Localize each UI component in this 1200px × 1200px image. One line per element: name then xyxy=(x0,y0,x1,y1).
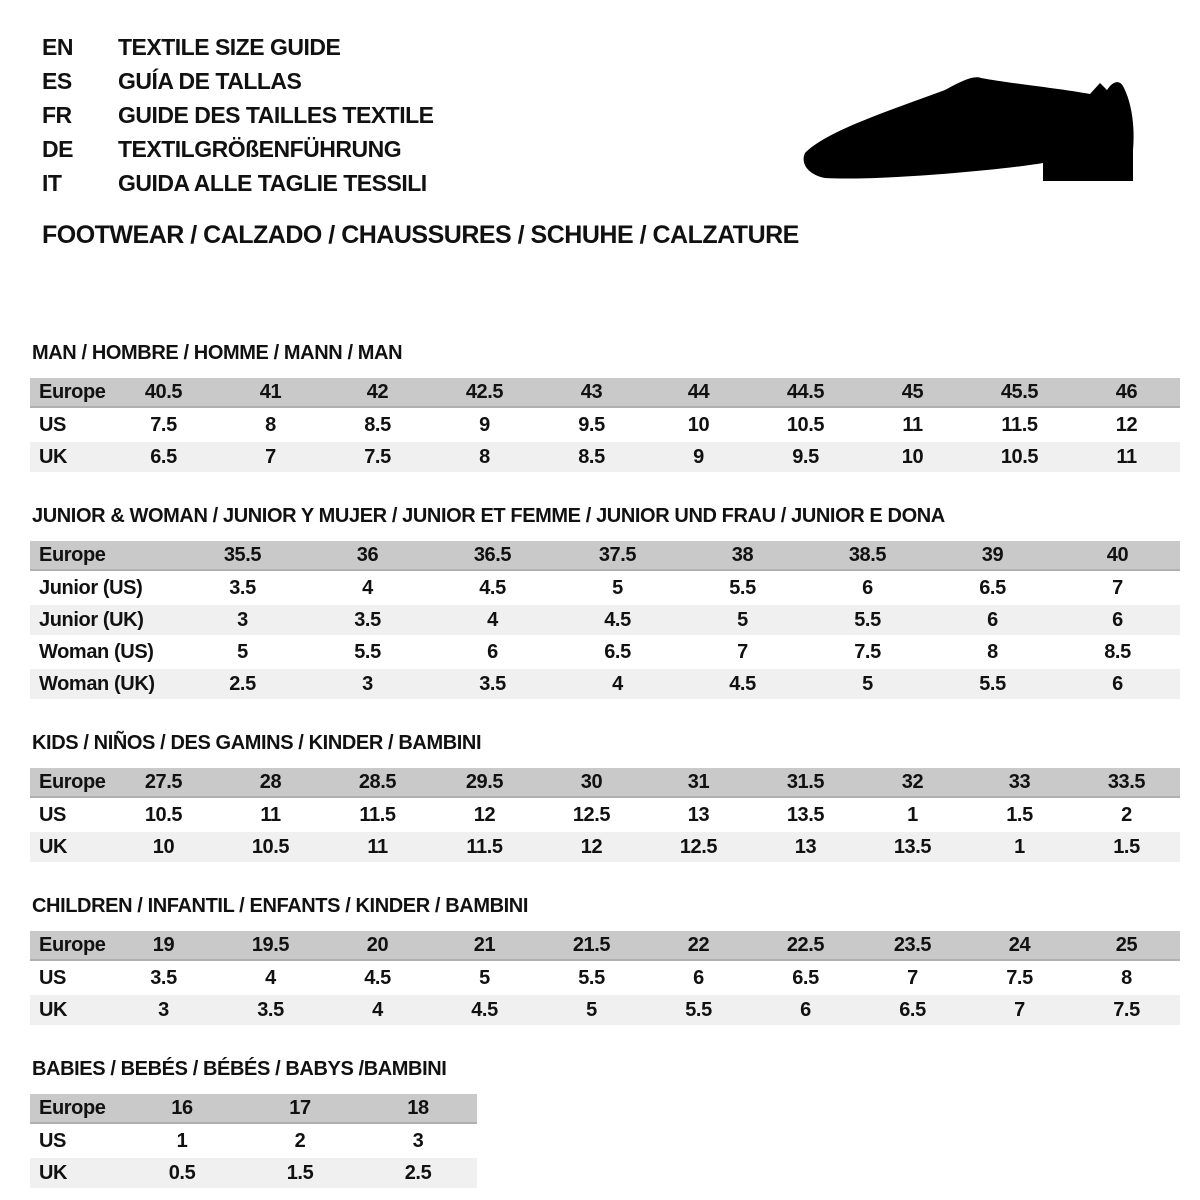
babies-size-table xyxy=(30,1092,477,1190)
size-cell: 38 xyxy=(680,541,805,571)
size-cell: 5 xyxy=(479,966,490,989)
size-cell: 4.5 xyxy=(431,995,538,1025)
size-cell: 6 xyxy=(862,576,873,599)
size-cell: 1 xyxy=(966,832,1073,862)
size-cell: 45 xyxy=(859,378,966,408)
size-cell: 13.5 xyxy=(859,832,966,862)
size-cell: 19 xyxy=(110,931,217,961)
size-cell: 6 xyxy=(752,995,859,1025)
size-cell: 11 xyxy=(260,803,281,826)
language-row xyxy=(42,98,434,132)
size-cell: 7.5 xyxy=(324,442,431,472)
language-code: ES xyxy=(42,67,72,94)
size-cell: 38.5 xyxy=(805,541,930,571)
row-label: Europe xyxy=(30,378,110,408)
size-cell: 22.5 xyxy=(752,931,859,961)
size-cell: 4.5 xyxy=(364,966,391,989)
size-cell: 10 xyxy=(687,413,710,436)
size-cell: 39 xyxy=(930,541,1055,571)
size-cell: 40.5 xyxy=(110,378,217,408)
size-cell: 6 xyxy=(487,640,498,663)
size-cell: 32 xyxy=(859,768,966,798)
section-title-babies: BABIES / BEBÉS / BÉBÉS / BABYS /BAMBINI xyxy=(32,1058,447,1080)
table-row xyxy=(30,931,1180,961)
section-title-children: CHILDREN / INFANTIL / ENFANTS / KINDER / BAMBINI xyxy=(32,895,528,917)
size-cell: 6 xyxy=(1055,605,1180,635)
size-cell: 1.5 xyxy=(1006,803,1033,826)
language-code: EN xyxy=(42,33,73,60)
size-cell: 5.5 xyxy=(578,966,605,989)
size-cell: 2 xyxy=(294,1129,306,1152)
size-cell: 13 xyxy=(752,832,859,862)
size-cell: 44 xyxy=(645,378,752,408)
row-label: US xyxy=(39,413,66,436)
size-cell: 4.5 xyxy=(555,605,680,635)
size-cell: 5.5 xyxy=(805,605,930,635)
size-cell: 10.5 xyxy=(786,413,825,436)
size-cell: 4.5 xyxy=(680,669,805,699)
size-cell: 4 xyxy=(555,669,680,699)
language-row xyxy=(42,30,434,64)
table-row xyxy=(30,378,1180,408)
size-cell: 5 xyxy=(612,576,623,599)
size-tables xyxy=(30,342,1180,1190)
size-cell: 6.5 xyxy=(110,442,217,472)
size-cell: 12 xyxy=(538,832,645,862)
size-cell: 3.5 xyxy=(229,576,256,599)
section-man xyxy=(30,342,1180,474)
size-cell: 28 xyxy=(217,768,324,798)
size-cell: 1.5 xyxy=(1073,832,1180,862)
size-cell: 1.5 xyxy=(241,1158,359,1188)
size-cell: 28.5 xyxy=(324,768,431,798)
size-cell: 10.5 xyxy=(966,442,1073,472)
language-title-list xyxy=(42,30,434,200)
size-cell: 6 xyxy=(930,605,1055,635)
size-cell: 42.5 xyxy=(431,378,538,408)
size-cell: 3.5 xyxy=(150,966,177,989)
section-junior-woman xyxy=(30,505,1180,701)
size-cell: 5 xyxy=(805,669,930,699)
size-cell: 6.5 xyxy=(792,966,819,989)
row-label: US xyxy=(39,1129,66,1152)
size-cell: 35.5 xyxy=(180,541,305,571)
size-cell: 12 xyxy=(1115,413,1138,436)
language-row xyxy=(42,132,434,166)
section-title-kids: KIDS / NIÑOS / DES GAMINS / KINDER / BAMBINI xyxy=(32,732,482,754)
size-cell: 5 xyxy=(538,995,645,1025)
size-cell: 8 xyxy=(1121,966,1132,989)
row-label: UK xyxy=(30,832,110,862)
table-row xyxy=(30,637,1180,667)
language-title: GUIDE DES TAILLES TEXTILE xyxy=(118,101,434,128)
language-code: FR xyxy=(42,101,72,128)
size-cell: 3 xyxy=(180,605,305,635)
row-label: Woman (UK) xyxy=(30,669,180,699)
language-row xyxy=(42,166,434,200)
row-label: Europe xyxy=(30,768,110,798)
size-cell: 12.5 xyxy=(645,832,752,862)
size-cell: 6 xyxy=(693,966,704,989)
size-cell: 5 xyxy=(237,640,248,663)
size-cell: 22 xyxy=(645,931,752,961)
size-cell: 2 xyxy=(1121,803,1132,826)
language-code: IT xyxy=(42,169,62,196)
size-cell: 30 xyxy=(538,768,645,798)
table-row xyxy=(30,1094,477,1124)
language-title: TEXTILGRÖßENFÜHRUNG xyxy=(118,135,402,162)
man-size-table xyxy=(30,376,1180,474)
size-cell: 8 xyxy=(987,640,998,663)
size-cell: 11.5 xyxy=(431,832,538,862)
table-row xyxy=(30,963,1180,993)
size-cell: 11 xyxy=(1073,442,1180,472)
size-cell: 42 xyxy=(324,378,431,408)
size-cell: 9.5 xyxy=(752,442,859,472)
size-cell: 10.5 xyxy=(144,803,183,826)
size-cell: 7 xyxy=(907,966,918,989)
size-cell: 4 xyxy=(362,576,373,599)
size-cell: 1 xyxy=(907,803,918,826)
size-cell: 3.5 xyxy=(430,669,555,699)
row-label: US xyxy=(39,803,66,826)
section-title-man: MAN / HOMBRE / HOMME / MANN / MAN xyxy=(32,342,403,364)
table-row xyxy=(30,832,1180,862)
size-cell: 36.5 xyxy=(430,541,555,571)
language-title: TEXTILE SIZE GUIDE xyxy=(118,33,341,60)
size-cell: 10 xyxy=(110,832,217,862)
section-title-junior-woman: JUNIOR & WOMAN / JUNIOR Y MUJER / JUNIOR ET FEMME / JUNIOR UND FRAU / JUNIOR E DONA xyxy=(32,505,945,527)
size-cell: 3 xyxy=(110,995,217,1025)
language-row xyxy=(42,64,434,98)
size-cell: 8 xyxy=(265,413,276,436)
size-cell: 19.5 xyxy=(217,931,324,961)
size-cell: 25 xyxy=(1073,931,1180,961)
size-cell: 7 xyxy=(737,640,748,663)
size-cell: 2.5 xyxy=(180,669,305,699)
size-cell: 24 xyxy=(966,931,1073,961)
size-cell: 40 xyxy=(1055,541,1180,571)
size-cell: 5.5 xyxy=(930,669,1055,699)
table-row xyxy=(30,442,1180,472)
table-row xyxy=(30,410,1180,440)
table-row xyxy=(30,573,1180,603)
size-cell: 37.5 xyxy=(555,541,680,571)
size-cell: 12 xyxy=(473,803,496,826)
size-cell: 23.5 xyxy=(859,931,966,961)
size-cell: 17 xyxy=(241,1094,359,1124)
size-cell: 8.5 xyxy=(364,413,391,436)
size-cell: 13 xyxy=(687,803,710,826)
size-cell: 6.5 xyxy=(859,995,966,1025)
size-cell: 31.5 xyxy=(752,768,859,798)
size-cell: 45.5 xyxy=(966,378,1073,408)
table-row xyxy=(30,768,1180,798)
size-cell: 44.5 xyxy=(752,378,859,408)
size-cell: 9.5 xyxy=(578,413,605,436)
size-cell: 8.5 xyxy=(1104,640,1131,663)
size-cell: 6 xyxy=(1055,669,1180,699)
language-title: GUÍA DE TALLAS xyxy=(118,67,302,94)
size-cell: 7.5 xyxy=(1006,966,1033,989)
size-cell: 7.5 xyxy=(1073,995,1180,1025)
size-cell: 10.5 xyxy=(217,832,324,862)
row-label: Europe xyxy=(30,541,180,571)
size-cell: 7.5 xyxy=(854,640,881,663)
size-cell: 8 xyxy=(431,442,538,472)
size-cell: 18 xyxy=(359,1094,477,1124)
size-cell: 10 xyxy=(859,442,966,472)
size-cell: 2.5 xyxy=(359,1158,477,1188)
size-cell: 11.5 xyxy=(1001,413,1038,436)
size-cell: 29.5 xyxy=(431,768,538,798)
size-cell: 1 xyxy=(176,1129,188,1152)
section-kids xyxy=(30,732,1180,864)
size-cell: 33 xyxy=(966,768,1073,798)
size-cell: 7 xyxy=(966,995,1073,1025)
size-cell: 0.5 xyxy=(123,1158,241,1188)
size-cell: 3 xyxy=(412,1129,424,1152)
size-cell: 21 xyxy=(431,931,538,961)
size-cell: 6.5 xyxy=(604,640,631,663)
size-cell: 36 xyxy=(305,541,430,571)
table-row xyxy=(30,995,1180,1025)
size-cell: 11.5 xyxy=(359,803,396,826)
size-cell: 7.5 xyxy=(150,413,177,436)
junior-woman-size-table xyxy=(30,539,1180,701)
size-cell: 43 xyxy=(538,378,645,408)
size-cell: 5.5 xyxy=(729,576,756,599)
size-cell: 31 xyxy=(645,768,752,798)
row-label: US xyxy=(39,966,66,989)
row-label: Junior (US) xyxy=(39,576,143,599)
size-cell: 4 xyxy=(430,605,555,635)
size-cell: 6.5 xyxy=(979,576,1006,599)
size-cell: 33.5 xyxy=(1073,768,1180,798)
table-row xyxy=(30,669,1180,699)
size-cell: 21.5 xyxy=(538,931,645,961)
size-cell: 3 xyxy=(305,669,430,699)
row-label: Woman (US) xyxy=(39,640,154,663)
table-row xyxy=(30,800,1180,830)
size-cell: 5 xyxy=(680,605,805,635)
size-cell: 5.5 xyxy=(645,995,752,1025)
kids-size-table xyxy=(30,766,1180,864)
size-cell: 11 xyxy=(902,413,923,436)
size-cell: 5.5 xyxy=(354,640,381,663)
category-title: FOOTWEAR / CALZADO / CHAUSSURES / SCHUHE / CALZATURE xyxy=(42,221,799,249)
size-cell: 13.5 xyxy=(786,803,825,826)
size-cell: 27.5 xyxy=(110,768,217,798)
size-cell: 41 xyxy=(217,378,324,408)
size-cell: 3.5 xyxy=(217,995,324,1025)
row-label: UK xyxy=(30,442,110,472)
size-cell: 9 xyxy=(479,413,490,436)
table-row xyxy=(30,605,1180,635)
size-cell: 12.5 xyxy=(572,803,611,826)
children-size-table xyxy=(30,929,1180,1027)
row-label: Junior (UK) xyxy=(30,605,180,635)
size-cell: 16 xyxy=(123,1094,241,1124)
row-label: Europe xyxy=(30,1094,123,1124)
table-row xyxy=(30,541,1180,571)
size-cell: 4 xyxy=(265,966,276,989)
language-code: DE xyxy=(42,135,73,162)
row-label: Europe xyxy=(30,931,110,961)
size-cell: 4 xyxy=(324,995,431,1025)
size-cell: 20 xyxy=(324,931,431,961)
language-title: GUIDA ALLE TAGLIE TESSILI xyxy=(118,169,427,196)
size-cell: 11 xyxy=(324,832,431,862)
section-children xyxy=(30,895,1180,1027)
size-cell: 8.5 xyxy=(538,442,645,472)
size-cell: 4.5 xyxy=(479,576,506,599)
size-cell: 46 xyxy=(1073,378,1180,408)
size-cell: 3.5 xyxy=(305,605,430,635)
row-label: UK xyxy=(30,1158,123,1188)
size-cell: 9 xyxy=(645,442,752,472)
section-babies xyxy=(30,1058,1180,1190)
table-row xyxy=(30,1126,477,1156)
table-row xyxy=(30,1158,477,1188)
row-label: UK xyxy=(30,995,110,1025)
shoe-icon xyxy=(795,58,1145,198)
size-cell: 7 xyxy=(217,442,324,472)
size-cell: 7 xyxy=(1112,576,1123,599)
